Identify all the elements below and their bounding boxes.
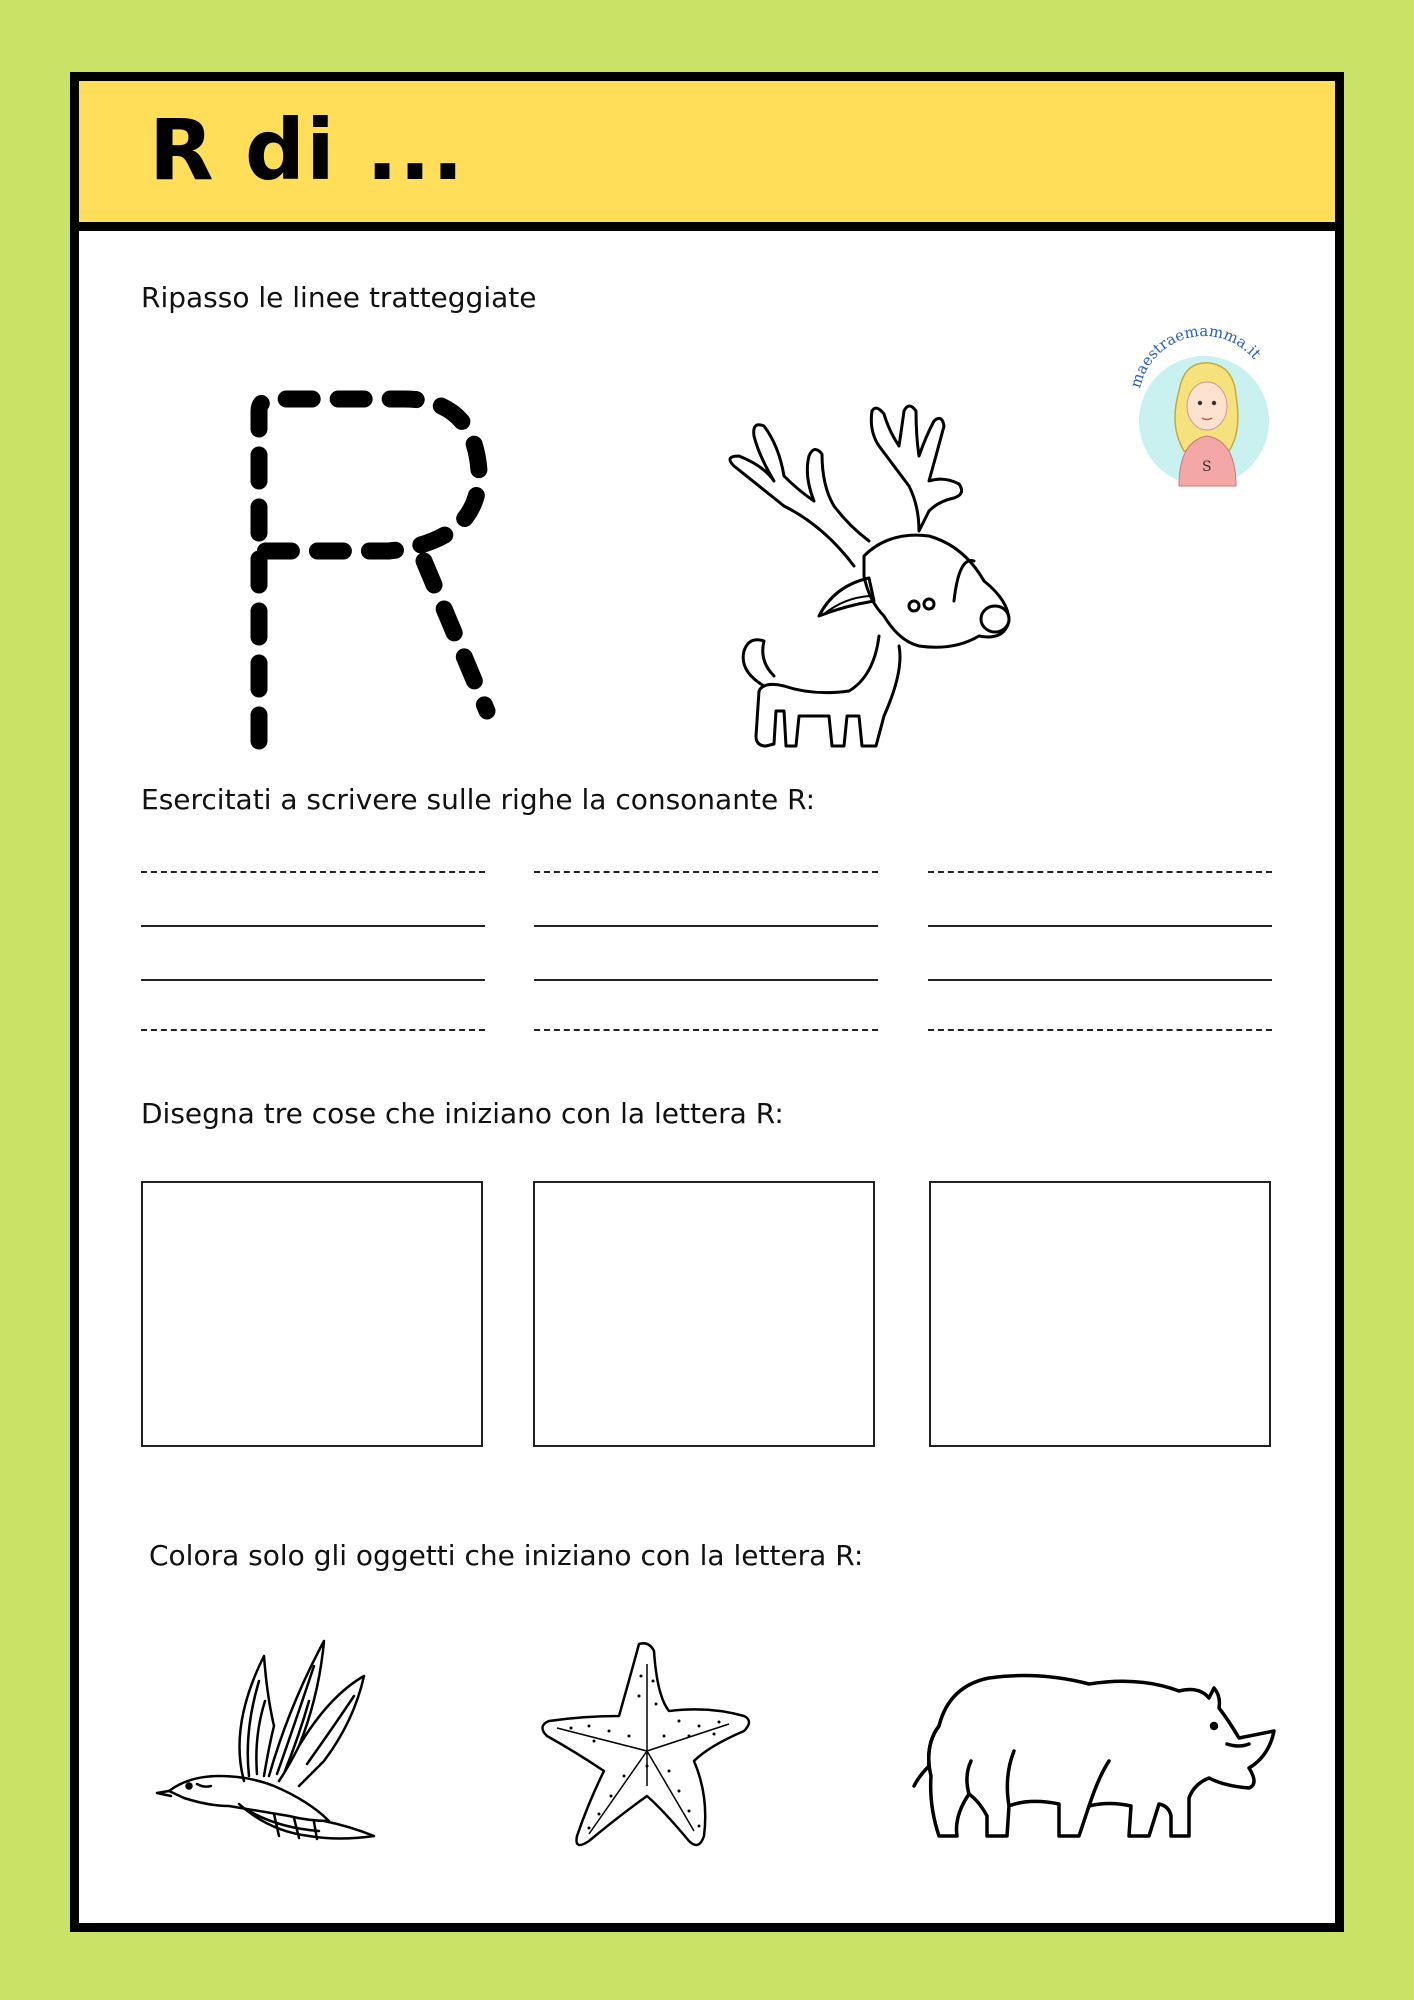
writing-guide-solid (141, 979, 485, 981)
drawing-box-2[interactable] (533, 1181, 875, 1447)
writing-guide-dashed (141, 871, 485, 873)
writing-guide-solid (534, 979, 878, 981)
starfish-icon[interactable] (529, 1636, 769, 1861)
writing-guide-dashed (534, 871, 878, 873)
writing-guide-solid (141, 925, 485, 927)
worksheet (70, 72, 1344, 1932)
trace-instruction: Ripasso le linee tratteggiate (141, 281, 537, 314)
drawing-box-3[interactable] (929, 1181, 1271, 1447)
writing-lines-2[interactable] (534, 871, 878, 1041)
writing-guide-dashed (534, 1029, 878, 1031)
writing-lines-1[interactable] (141, 871, 485, 1041)
page-title: R di ... (149, 101, 465, 199)
writing-guide-solid (534, 925, 878, 927)
dashed-letter-r (229, 371, 529, 751)
writing-lines-3[interactable] (928, 871, 1272, 1041)
maestraemamma-logo (1124, 321, 1284, 491)
writing-guide-dashed (928, 871, 1272, 873)
logo-text: maestraemamma.it (1126, 321, 1265, 390)
writing-guide-dashed (928, 1029, 1272, 1031)
header-banner (79, 81, 1335, 231)
draw-instruction: Disegna tre cose che iniziano con la lettera R: (141, 1097, 784, 1130)
color-instruction: Colora solo gli oggetti che iniziano con la lettera R: (149, 1539, 864, 1572)
logo-initial: S (1202, 459, 1212, 475)
writing-guide-solid (928, 979, 1272, 981)
writing-guide-solid (928, 925, 1272, 927)
swallow-icon[interactable] (149, 1636, 379, 1856)
writing-guide-dashed (141, 1029, 485, 1031)
rhino-icon[interactable] (909, 1666, 1289, 1851)
reindeer-icon (704, 316, 1034, 756)
write-instruction: Esercitati a scrivere sulle righe la consonante R: (141, 783, 816, 816)
drawing-box-1[interactable] (141, 1181, 483, 1447)
